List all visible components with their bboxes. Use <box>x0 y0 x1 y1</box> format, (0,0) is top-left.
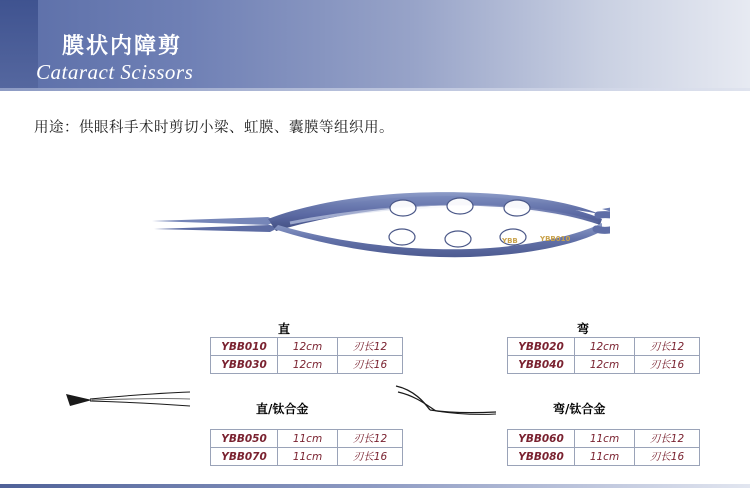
product-size: 12cm <box>278 356 338 374</box>
product-blade-length: 刃长12 <box>338 338 403 356</box>
table-row <box>508 338 700 356</box>
table-row <box>211 430 403 448</box>
product-blade-length: 刃长12 <box>635 338 700 356</box>
section-label-straight-titanium: 直/钛合金 <box>256 402 309 416</box>
product-blade-length: 刃长12 <box>338 430 403 448</box>
table-row <box>508 448 700 466</box>
product-size: 12cm <box>575 338 635 356</box>
usage-description: 用途：供眼科手术时剪切小梁、虹膜、囊膜等组织用。 <box>34 120 394 136</box>
product-photo <box>150 175 610 285</box>
spec-table-curved <box>507 337 700 374</box>
scissors-illustration <box>150 175 610 285</box>
product-code: YBB060 <box>508 430 575 448</box>
header-accent-block <box>0 0 38 88</box>
product-code: YBB070 <box>211 448 278 466</box>
product-blade-length: 刃长16 <box>338 448 403 466</box>
page-title-english: Cataract Scissors <box>36 60 194 84</box>
spec-table-curved-titanium <box>507 429 700 466</box>
product-blade-length: 刃长12 <box>635 430 700 448</box>
product-size: 11cm <box>575 448 635 466</box>
table-row <box>508 356 700 374</box>
product-blade-length: 刃长16 <box>635 448 700 466</box>
product-size: 11cm <box>278 448 338 466</box>
product-code: YBB080 <box>508 448 575 466</box>
product-code: YBB050 <box>211 430 278 448</box>
table-row <box>508 430 700 448</box>
page-header <box>0 0 750 88</box>
svg-text:YBB010: YBB010 <box>540 235 571 243</box>
page-title-chinese: 膜状内障剪 <box>62 34 183 59</box>
curved-tip-drawing <box>390 380 500 420</box>
section-label-curved-titanium: 弯/钛合金 <box>553 402 606 416</box>
product-size: 12cm <box>575 356 635 374</box>
product-size: 11cm <box>575 430 635 448</box>
spec-table-straight-titanium <box>210 429 403 466</box>
brand-engraving: YBB <box>502 237 518 245</box>
product-size: 11cm <box>278 430 338 448</box>
section-label-curved: 弯 <box>577 322 590 336</box>
product-blade-length: 刃长16 <box>635 356 700 374</box>
table-row <box>211 448 403 466</box>
product-code: YBB020 <box>508 338 575 356</box>
table-row <box>211 356 403 374</box>
header-divider <box>0 88 750 91</box>
product-code: YBB030 <box>211 356 278 374</box>
product-code: YBB040 <box>508 356 575 374</box>
table-row <box>211 338 403 356</box>
straight-tip-drawing <box>62 380 192 420</box>
product-size: 12cm <box>278 338 338 356</box>
product-blade-length: 刃长16 <box>338 356 403 374</box>
footer-accent-bar <box>0 484 750 488</box>
section-label-straight: 直 <box>278 322 291 336</box>
product-code: YBB010 <box>211 338 278 356</box>
spec-table-straight <box>210 337 403 374</box>
